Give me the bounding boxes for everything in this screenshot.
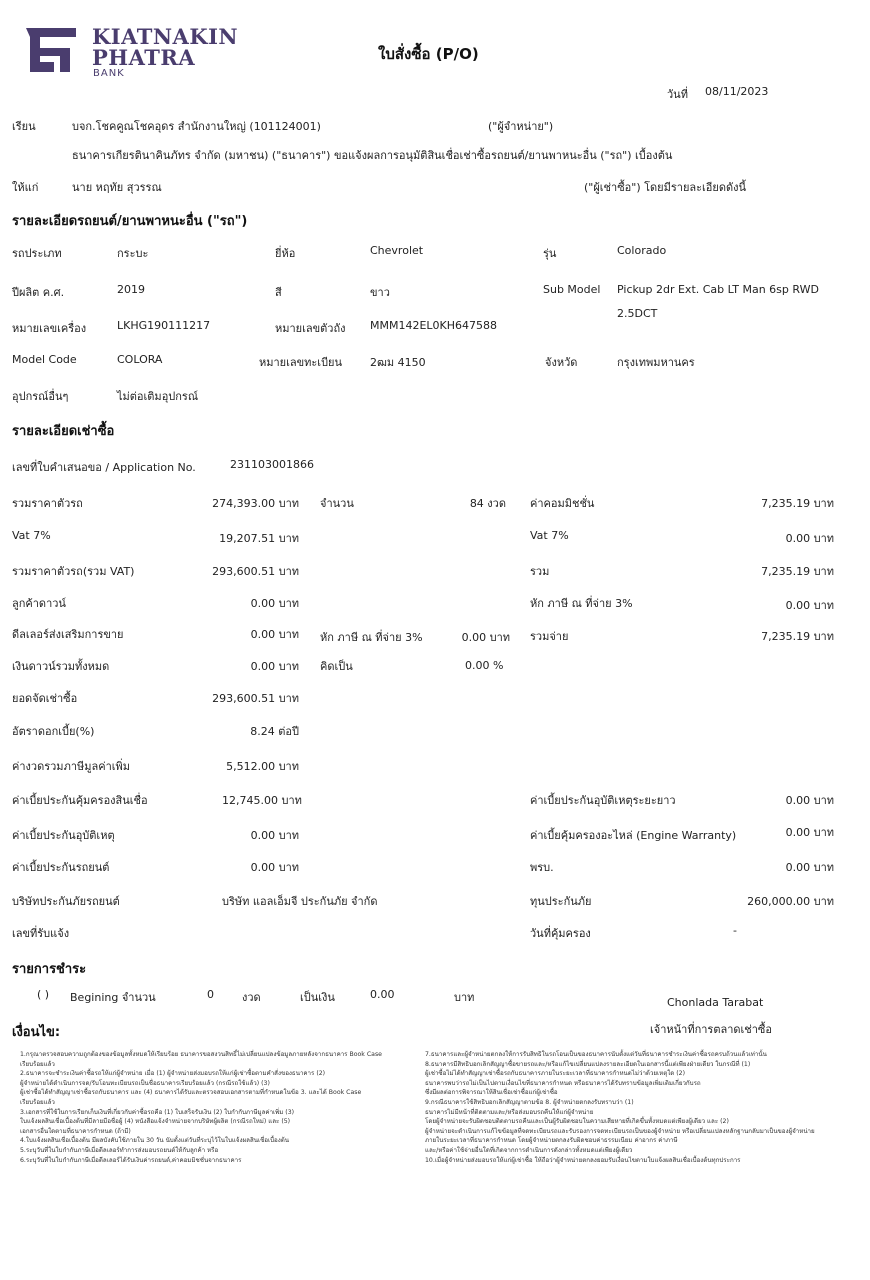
total-pay-value: 7,235.19 บาท <box>761 630 834 643</box>
commission-label: ค่าคอมมิชชั่น <box>530 497 595 510</box>
to-value: บจก.โชคคูณโชคอุดร สำนักงานใหญ่ (101124001) <box>72 120 321 133</box>
brand-label: ยี่ห้อ <box>275 247 296 260</box>
date-label: วันที่ <box>667 88 688 101</box>
finance-label: ยอดจัดเช่าซื้อ <box>12 692 78 705</box>
condition-line: โดยผู้จำหน่ายจะรับผิดชอบติดตามรถคืนและเป็นผู้รับผิดชอบในความเสียหายที่เกิดขึ้นทั้งหมดแต่เพียงผู้เดียว และ (2) <box>425 1118 729 1126</box>
payment-begin-label: Begining จำนวน <box>70 991 156 1004</box>
to-label: เรียน <box>12 120 36 133</box>
app-value: 231103001866 <box>230 458 314 471</box>
submodel-value-2: 2.5DCT <box>617 307 658 320</box>
logo-line1: KIATNAKIN <box>92 24 239 49</box>
down-total-label: เงินดาวน์รวมทั้งหมด <box>12 660 110 673</box>
engine-war-value: 0.00 บาท <box>785 826 834 839</box>
lease-heading: รายละเอียดเช่าซื้อ <box>12 424 115 439</box>
year-value: 2019 <box>117 283 145 296</box>
vehicle-heading: รายละเอียดรถยนต์/ยานพาหนะอื่น ("รถ") <box>12 214 248 229</box>
app-label: เลขที่ใบคำเสนอขอ / Application No. <box>12 461 196 474</box>
total-pay-label: รวมจ่าย <box>530 630 569 643</box>
officer-title: เจ้าหน้าที่การตลาดเช่าซื้อ <box>650 1023 773 1036</box>
condition-line: ใบแจ้งผลสินเชื่อเบื้องต้นที่มีลายมือชื่อผู้ (4) หนังสือแจ้งจำหน่ายจากบริษัทผู้ผลิต (กรณีรถใหม่) และ (5) <box>20 1118 291 1126</box>
commission-value: 7,235.19 บาท <box>761 497 834 510</box>
sum-label: รวม <box>530 565 550 578</box>
insurer-label: บริษัทประกันภัยรถยนต์ <box>12 895 120 908</box>
condition-line: และ/หรือค่าใช้จ่ายอื่นใดที่เกิดจากการดำเนินการดังกล่าวทั้งหมดแต่เพียงผู้เดียว <box>425 1146 633 1154</box>
credit-ins-label: ค่าเบี้ยประกันคุ้มครองสินเชื่อ <box>12 794 148 807</box>
give-role: ("ผู้เช่าซื้อ") โดยมีรายละเอียดดังนี้ <box>584 181 747 194</box>
car-ins-label: ค่าเบี้ยประกันรถยนต์ <box>12 861 110 874</box>
give-value: นาย หฤทัย สุวรรณ <box>72 181 162 194</box>
intro-text: ธนาคารเกียรตินาคินภัทร จำกัด (มหาชน) ("ธนาคาร") ขอแจ้งผลการอนุมัติสินเชื่อเช่าซื้อรถยนต์/ยานพาหนะอื่น ("รถ") เบื้องต้น <box>72 149 673 162</box>
installments-label: จำนวน <box>320 497 354 510</box>
bank-logo-icon <box>18 22 82 78</box>
insurer-value: บริษัท แอลเอ็มจี ประกันภัย จำกัด <box>222 895 378 908</box>
submodel-value-1: Pickup 2dr Ext. Cab LT Man 6sp RWD <box>617 283 819 296</box>
conditions-heading: เงื่อนไข: <box>12 1025 61 1040</box>
longacc-label: ค่าเบี้ยประกันอุบัติเหตุระยะยาว <box>530 794 676 807</box>
percent-label: คิดเป็น <box>320 660 353 673</box>
payment-begin-count: 0 <box>207 988 214 1001</box>
accessory-value: ไม่ต่อเติมอุปกรณ์ <box>117 390 199 403</box>
coverage-label: วันที่คุ้มครอง <box>530 927 591 940</box>
dealer-wht-label: หัก ภาษี ณ ที่จ่าย 3% <box>320 631 423 644</box>
down-label: ลูกค้าดาวน์ <box>12 597 66 610</box>
condition-line: 1.กรุณาตรวจสอบความถูกต้องของข้อมูลทั้งหมดให้เรียบร้อย ธนาคารขอสงวนสิทธิ์ไม่เปลี่ยนแปลงข้อมูลภายหลังจากธนาคาร Book Case <box>20 1051 382 1058</box>
vat-label: Vat 7% <box>12 529 51 542</box>
condition-line: 8.ธนาคารมีสิทธิบอกเลิกสัญญาซื้อขายรถและ/หรือแก้ไขเปลี่ยนแปลงรายละเอียดในเอกสารนี้แต่เพียงฝ่ายเดียว ในกรณีที่ (1) <box>425 1060 751 1068</box>
to-role: ("ผู้จำหน่าย") <box>488 120 554 133</box>
engine-value: LKHG190111217 <box>117 319 211 332</box>
vat-inst-value: 5,512.00 บาท <box>226 760 299 773</box>
credit-ins-value: 12,745.00 บาท <box>222 794 302 807</box>
installments-value: 84 งวด <box>469 497 506 510</box>
give-label: ให้แก่ <box>12 181 39 194</box>
chassis-label: หมายเลขตัวถัง <box>275 322 346 335</box>
condition-line: 3.เอกสารที่ใช้ในการเรียกเก็บเงินที่เกี่ยวกับค่าซื้อรถคือ (1) ใบเสร็จรับเงิน (2) ใบกำกับภาษีมูลค่าเพิ่ม (3) <box>20 1108 295 1116</box>
logo-line3: BANK <box>93 68 125 79</box>
longacc-value: 0.00 บาท <box>785 794 834 807</box>
condition-line: ภายในระยะเวลาที่ธนาคารกำหนด โดยผู้จำหน่ายตกลงรับผิดชอบค่าธรรมเนียม ค่าอากร ค่าภาษี <box>425 1137 678 1145</box>
condition-line: 9.กรณีธนาคารใช้สิทธิบอกเลิกสัญญาตามข้อ 8. ผู้จำหน่ายตกลงรับทราบว่า (1) <box>425 1098 634 1106</box>
prb-label: พรบ. <box>530 861 554 874</box>
vat2-value: 0.00 บาท <box>785 532 834 545</box>
type-label: รถประเภท <box>12 247 62 260</box>
officer-name: Chonlada Tarabat <box>667 996 764 1009</box>
year-label: ปีผลิต ค.ศ. <box>12 286 65 299</box>
payment-currency: บาท <box>454 991 475 1004</box>
vat2-label: Vat 7% <box>530 529 569 542</box>
engine-label: หมายเลขเครื่อง <box>12 322 87 335</box>
rate-value: 8.24 ต่อปี <box>250 725 299 738</box>
condition-line: ผู้จำหน่ายจะดำเนินการแก้ไขข้อมูลที่จดทะเบียนรถและรับรองการจดทะเบียนรถเป็นของผู้จำหน่าย หรือเปลี่ยนแปลงหลักฐานกลับมาเป็นของผู้จำหน่าย <box>425 1127 815 1135</box>
dealer-label: ดีลเลอร์ส่งเสริมการขาย <box>12 628 124 641</box>
payment-amount-value: 0.00 <box>370 988 395 1001</box>
logo-line2: PHATRA <box>92 45 196 70</box>
condition-line: 7.ธนาคารและผู้จำหน่ายตกลงให้การรับสิทธิในรถโอนเป็นของธนาคารนับตั้งแต่วันที่ธนาคารชำระเงินค่าซื้อรถครบถ้วนแล้วเท่านั้น <box>425 1051 767 1058</box>
down-total-value: 0.00 บาท <box>250 660 299 673</box>
condition-line: ธนาคารพบว่ารถไม่เป็นไปตามเงื่อนไขที่ธนาคารกำหนด หรือธนาคารได้รับทราบข้อมูลเพิ่มเติมเกี่ยวกับรถ <box>425 1079 701 1087</box>
total-price-value: 274,393.00 บาท <box>212 497 299 510</box>
accessory-label: อุปกรณ์อื่นๆ <box>12 390 69 403</box>
sum-insured-value: 260,000.00 บาท <box>747 895 834 908</box>
payment-unit: งวด <box>242 991 261 1004</box>
finance-value: 293,600.51 บาท <box>212 692 299 705</box>
submodel-label: Sub Model <box>543 283 601 296</box>
modelcode-label: Model Code <box>12 353 77 366</box>
acc-value: 0.00 บาท <box>250 829 299 842</box>
condition-line: 6.ระบุวันที่ในใบกำกับภาษีเมื่อดีลเลอร์ได้รับเงินค่ารถยนต์,ค่าคอมมิชชั่นจากธนาคาร <box>20 1156 242 1164</box>
price-vat-value: 293,600.51 บาท <box>212 565 299 578</box>
condition-line: ผู้เช่าซื้อได้ทำสัญญาเช่าซื้อรถกับธนาคาร และ (4) ธนาคารได้รับและตรวจสอบเอกสารตามที่กำหนดในข้อ 3. และได้ Book Case <box>20 1089 362 1097</box>
plate-label: หมายเลขทะเบียน <box>259 356 343 369</box>
rate-label: อัตราดอกเบี้ย(%) <box>12 725 95 738</box>
date-value: 08/11/2023 <box>705 85 769 98</box>
condition-line: 4.ใบแจ้งผลสินเชื่อเบื้องต้น มีผลบังคับใช้ภายใน 30 วัน นับตั้งแต่วันที่ระบุไว้ในใบแจ้งผลสินเชื่อเบื้องต้น <box>20 1137 290 1145</box>
brand-value: Chevrolet <box>370 244 424 257</box>
total-price-label: รวมราคาตัวรถ <box>12 497 83 510</box>
car-ins-value: 0.00 บาท <box>250 861 299 874</box>
sum-value: 7,235.19 บาท <box>761 565 834 578</box>
condition-line: ผู้จำหน่ายได้ดำเนินการจด/รับโอนทะเบียนรถเป็นชื่อธนาคารเรียบร้อยแล้ว (กรณีรถใช้แล้ว) (3) <box>20 1079 270 1087</box>
vat-inst-label: ค่างวดรวมภาษีมูลค่าเพิ่ม <box>12 760 131 773</box>
coverage-value: - <box>733 924 737 937</box>
document-title: ใบสั่งซื้อ (P/O) <box>378 45 479 63</box>
condition-line: ธนาคารไม่มีหน้าที่ติดตามและ/หรือส่งมอบรถคืนให้แก่ผู้จำหน่าย <box>425 1108 594 1116</box>
condition-line: ผู้เช่าซื้อไม่ได้ทำสัญญาเช่าซื้อรถกับธนาคารภายในระยะเวลาที่ธนาคารกำหนดไม่ว่าด้วยเหตุใด (2) <box>425 1070 686 1078</box>
price-vat-label: รวมราคาตัวรถ(รวม VAT) <box>12 565 135 578</box>
province-label: จังหวัด <box>545 356 578 369</box>
type-value: กระบะ <box>117 247 149 260</box>
vat-value: 19,207.51 บาท <box>219 532 299 545</box>
down-value: 0.00 บาท <box>250 597 299 610</box>
condition-line: 2.ธนาคารจะชำระเงินค่าซื้อรถให้แก่ผู้จำหน่าย เมื่อ (1) ผู้จำหน่ายส่งมอบรถให้แก่ผู้เช่าซื้อตามคำสั่งของธนาคาร (2) <box>20 1070 326 1078</box>
color-label: สี <box>275 286 282 299</box>
payment-bracket: ( ) <box>37 988 50 1001</box>
plate-value: 2ฒม 4150 <box>370 356 426 369</box>
chassis-value: MMM142EL0KH647588 <box>370 319 498 332</box>
conditions-left <box>20 1050 425 1165</box>
condition-line: ซึ่งมีผลต่อการพิจารณาให้สินเชื่อเช่าซื้อแก่ผู้เช่าซื้อ <box>425 1089 558 1097</box>
condition-line: เรียบร้อยแล้ว <box>20 1098 55 1106</box>
dealer-wht-value: 0.00 บาท <box>461 631 510 644</box>
wht-label: หัก ภาษี ณ ที่จ่าย 3% <box>530 597 633 610</box>
wht-value: 0.00 บาท <box>785 599 834 612</box>
condition-line: 5.ระบุวันที่ในใบกำกับภาษีเมื่อดีลเลอร์ทำการส่งมอบรถยนต์ให้กับลูกค้า หรือ <box>20 1146 219 1154</box>
condition-line: เอกสารอื่นใดตามที่ธนาคารกำหนด (ถ้ามี) <box>20 1127 131 1135</box>
model-label: รุ่น <box>543 247 557 260</box>
color-value: ขาว <box>370 286 390 299</box>
model-value: Colorado <box>617 244 667 257</box>
percent-value: 0.00 % <box>465 659 504 672</box>
conditions-right <box>425 1050 860 1165</box>
prb-value: 0.00 บาท <box>785 861 834 874</box>
modelcode-value: COLORA <box>117 353 163 366</box>
payment-amount-label: เป็นเงิน <box>300 991 335 1004</box>
acc-label: ค่าเบี้ยประกันอุบัติเหตุ <box>12 829 115 842</box>
engine-war-label: ค่าเบี้ยคุ้มครองอะไหล่ (Engine Warranty) <box>530 829 737 842</box>
dealer-value: 0.00 บาท <box>250 628 299 641</box>
province-value: กรุงเทพมหานคร <box>617 356 695 369</box>
condition-line: เรียบร้อยแล้ว <box>20 1060 55 1068</box>
notify-label: เลขที่รับแจ้ง <box>12 927 70 940</box>
sum-insured-label: ทุนประกันภัย <box>530 895 592 908</box>
payment-heading: รายการชำระ <box>12 962 87 977</box>
condition-line: 10.เมื่อผู้จำหน่ายส่งมอบรถให้แก่ผู้เช่าซื้อ ให้ถือว่าผู้จำหน่ายตกลงยอมรับเงื่อนไขตามใบแจ้งผลสินเชื่อเบื้องต้นทุกประการ <box>425 1156 741 1164</box>
